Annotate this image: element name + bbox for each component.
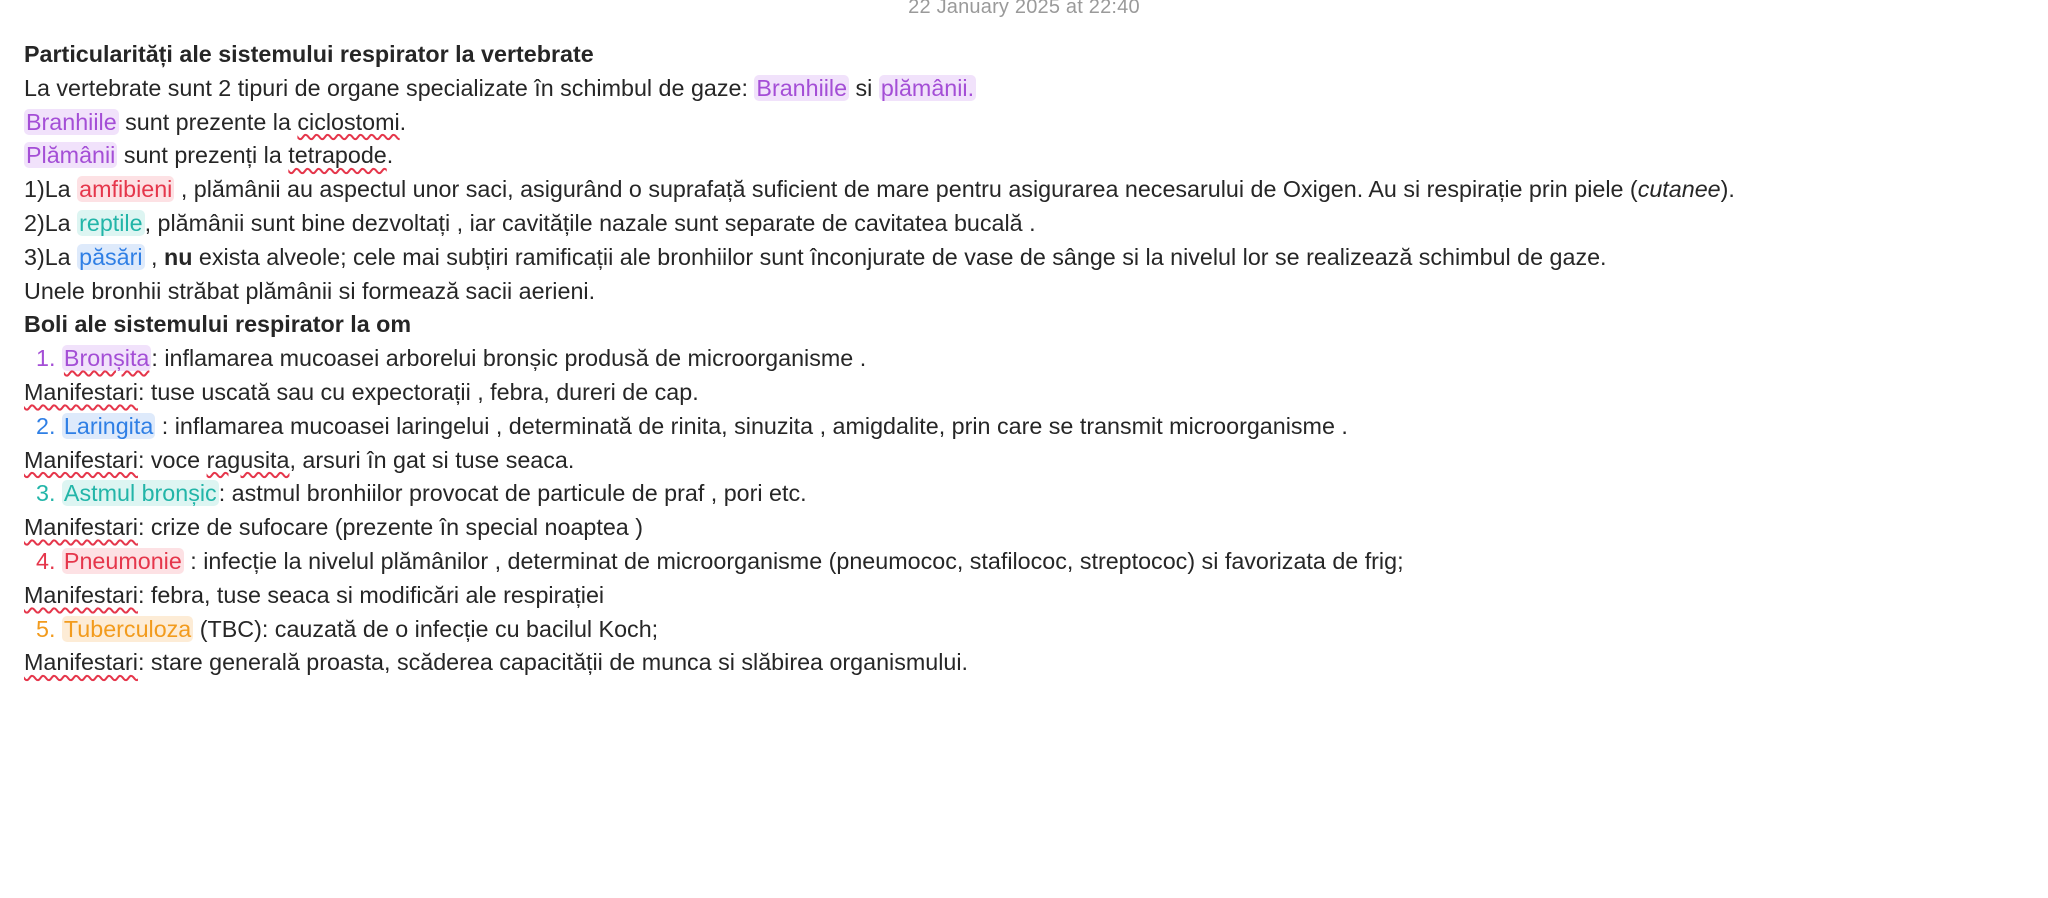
- highlight-reptile: reptile: [79, 209, 143, 236]
- highlight-bronsita[interactable]: Bronșita: [63, 345, 150, 372]
- branhii-end: .: [399, 108, 407, 135]
- misspelled-word-ciclostomi[interactable]: ciclostomi: [297, 108, 400, 135]
- item2-text: , plămânii sunt bine dezvoltați , iar cavitățile nazale sunt separate de cavitatea bucală .: [144, 209, 1036, 236]
- item-pasari: [24, 241, 2034, 275]
- item-reptile: [24, 207, 2034, 241]
- manifest-line: [24, 646, 2034, 680]
- manifest-line: [24, 579, 2034, 613]
- manifest-label[interactable]: Manifestari: [24, 581, 138, 608]
- item1-prefix: 1)La: [24, 176, 78, 203]
- manifest-text-b: , arsuri în gat si tuse seaca.: [289, 446, 575, 473]
- branhii-text: sunt prezente la: [118, 108, 298, 135]
- manifest-line: [24, 444, 2034, 478]
- highlight-pneumonie: Pneumonie: [63, 547, 182, 574]
- disease-number: 5.: [36, 615, 56, 642]
- manifest-label[interactable]: Manifestari: [24, 446, 138, 473]
- item-amfibieni: [24, 173, 2034, 207]
- manifest-text: : crize de sufocare (prezente în special noaptea ): [137, 514, 643, 541]
- disease-number: 4.: [36, 547, 56, 574]
- intro-text: La vertebrate sunt 2 tipuri de organe specializate în schimbul de gaze:: [24, 74, 755, 101]
- misspelled-word-tetrapode[interactable]: tetrapode: [288, 142, 387, 169]
- disease-item-astm: [24, 477, 2034, 511]
- item3-bold: nu: [163, 243, 193, 270]
- disease-desc: : infecție la nivelul plămânilor , determinat de microorganisme (pneumococ, stafilococ, streptococ) si favorizata de frig;: [183, 547, 1404, 574]
- item1-italic: cutanee: [1637, 176, 1721, 203]
- disease-item-laringita: [24, 410, 2034, 444]
- highlight-branhiile-2: Branhiile: [26, 108, 117, 135]
- disease-item-bronsita: [24, 342, 2034, 376]
- misspelled-word-ragusita[interactable]: ragusita: [206, 446, 290, 473]
- manifest-line: [24, 511, 2034, 545]
- manifest-text: : stare generală proasta, scăderea capacității de munca si slăbirea organismului.: [137, 649, 969, 676]
- plamani-line: [24, 139, 2034, 173]
- disease-item-tuberculoza: [24, 613, 2034, 647]
- note-body[interactable]: [24, 38, 2034, 680]
- manifest-text-a: : voce: [137, 446, 207, 473]
- plamani-end: .: [386, 142, 394, 169]
- item3-sep: ,: [144, 243, 164, 270]
- highlight-plamanii-2: Plămânii: [26, 142, 116, 169]
- highlight-laringita: Laringita: [63, 412, 154, 439]
- section-title-vertebrates: Particularități ale sistemului respirator la vertebrate: [24, 41, 594, 67]
- disease-item-pneumonie: [24, 545, 2034, 579]
- sacs-line: Unele bronhii străbat plămânii si formează sacii aerieni.: [24, 277, 596, 304]
- disease-desc: : inflamarea mucoasei laringelui , determinată de rinita, sinuzita , amigdalite, prin care se transmit microorganisme .: [155, 412, 1348, 439]
- highlight-branhiile: Branhiile: [756, 74, 848, 101]
- manifest-text: : tuse uscată sau cu expectorații , febra, dureri de cap.: [137, 378, 699, 405]
- branhii-line: [24, 106, 2034, 140]
- disease-number: 3.: [36, 480, 56, 507]
- item3-text: exista alveole; cele mai subțiri ramificații ale bronhiilor sunt înconjurate de vase de sânge si la nivelul lor se realizează schimbul de gaze.: [192, 243, 1607, 270]
- item1-text: , plămânii au aspectul unor saci, asigurând o suprafață suficient de mare pentru asigurarea necesarului de Oxigen. Au si respirație prin piele (: [174, 176, 1638, 203]
- disease-number: 2.: [36, 412, 56, 439]
- intro-line: [24, 72, 2034, 106]
- highlight-tuberculoza: Tuberculoza: [63, 615, 192, 642]
- disease-desc: (TBC): cauzată de o infecție cu bacilul Koch;: [193, 615, 659, 642]
- item2-prefix: 2)La: [24, 209, 78, 236]
- highlight-pasari: păsări: [79, 243, 143, 270]
- item1-end: ).: [1720, 176, 1735, 203]
- section-title-diseases: Boli ale sistemului respirator la om: [24, 311, 412, 338]
- highlight-amfibieni: amfibieni: [79, 176, 173, 203]
- manifest-label[interactable]: Manifestari: [24, 514, 138, 541]
- intro-mid: si: [849, 74, 879, 101]
- highlight-plamanii: plămânii.: [880, 74, 975, 101]
- highlight-astmul-bronsic: Astmul bronșic: [63, 480, 217, 507]
- disease-number: 1.: [36, 345, 56, 372]
- item3-prefix: 3)La: [24, 243, 78, 270]
- manifest-label[interactable]: Manifestari: [24, 378, 138, 405]
- note-timestamp: 22 January 2025 at 22:40: [908, 0, 1140, 18]
- manifest-line: [24, 376, 2034, 410]
- disease-desc: : inflamarea mucoasei arborelui bronșic produsă de microorganisme .: [151, 345, 867, 372]
- manifest-text: : febra, tuse seaca si modificări ale respirației: [137, 581, 605, 608]
- manifest-label[interactable]: Manifestari: [24, 649, 138, 676]
- disease-desc: : astmul bronhiilor provocat de particule de praf , pori etc.: [218, 480, 807, 507]
- plamani-text: sunt prezenți la: [117, 142, 289, 169]
